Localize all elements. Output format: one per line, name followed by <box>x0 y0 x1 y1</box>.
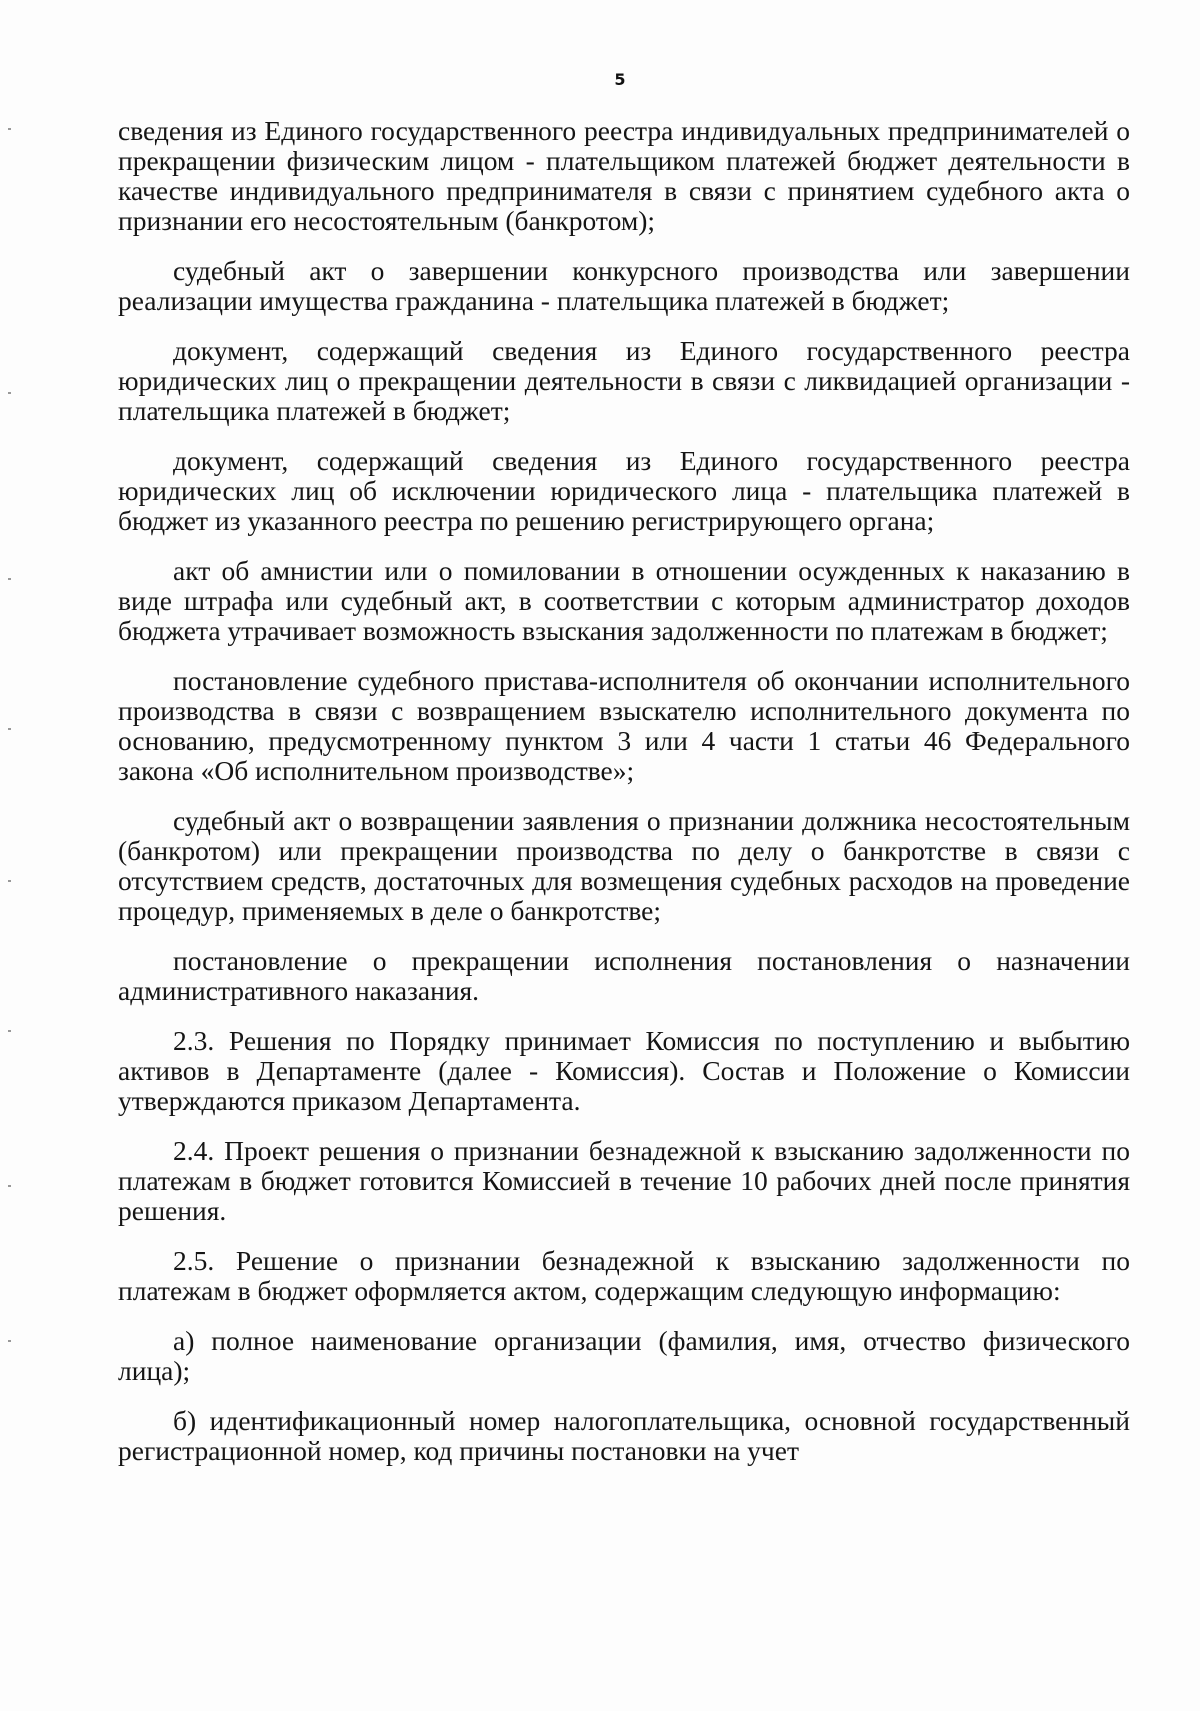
paragraph: документ, содержащий сведения из Единого государственного реестра юридических лиц о прекращении деятельности в связи с ликвидацией организации - плательщика платежей в бюджет; <box>118 335 1130 426</box>
scan-mark <box>8 1030 11 1032</box>
paragraph: сведения из Единого государственного реестра индивидуальных предпринимателей о прекращении физическим лицом - плательщиком платежей бюджет деятельности в качестве индивидуального предпринимателя в связи с принятием судебного акта о признании его несостоятельным (банкротом); <box>118 115 1130 236</box>
scan-mark <box>8 392 11 394</box>
scan-mark <box>8 1340 11 1342</box>
paragraph: 2.4. Проект решения о признании безнадежной к взысканию задолженности по платежам в бюджет готовится Комиссией в течение 10 рабочих дней после принятия решения. <box>118 1135 1130 1226</box>
scan-mark <box>8 880 11 882</box>
paragraph: судебный акт о возвращении заявления о признании должника несостоятельным (банкротом) или прекращении производства по делу о банкротстве в связи с отсутствием средств, достаточных для возмещения судебных расходов на проведение процедур, применяемых в деле о банкротстве; <box>118 805 1130 926</box>
scan-mark <box>8 728 11 730</box>
paragraph: б) идентификационный номер налогоплательщика, основной государственный регистрационной номер, код причины постановки на учет <box>118 1405 1130 1466</box>
paragraph: документ, содержащий сведения из Единого государственного реестра юридических лиц об исключении юридического лица - плательщика платежей в бюджет из указанного реестра по решению регистрирующего органа; <box>118 445 1130 536</box>
paragraph: постановление о прекращении исполнения постановления о назначении административного наказания. <box>118 945 1130 1006</box>
paragraph: постановление судебного пристава-исполнителя об окончании исполнительного производства в связи с возвращением взыскателю исполнительного документа по основанию, предусмотренному пунктом 3 или 4 части 1 статьи 46 Федерального закона «Об исполнительном производстве»; <box>118 665 1130 786</box>
scan-mark <box>8 1185 11 1187</box>
scan-mark <box>8 578 11 580</box>
scan-mark <box>8 128 11 130</box>
paragraph: а) полное наименование организации (фамилия, имя, отчество физического лица); <box>118 1325 1130 1386</box>
page-number: 5 <box>614 70 626 89</box>
paragraph: 2.3. Решения по Порядку принимает Комиссия по поступлению и выбытию активов в Департаменте (далее - Комиссия). Состав и Положение о Комиссии утверждаются приказом Департамента. <box>118 1025 1130 1116</box>
paragraph: 2.5. Решение о признании безнадежной к взысканию задолженности по платежам в бюджет оформляется актом, содержащим следующую информацию: <box>118 1245 1130 1306</box>
paragraph: судебный акт о завершении конкурсного производства или завершении реализации имущества гражданина - плательщика платежей в бюджет; <box>118 255 1130 316</box>
paragraph: акт об амнистии или о помиловании в отношении осужденных к наказанию в виде штрафа или судебный акт, в соответствии с которым администратор доходов бюджета утрачивает возможность взыскания задолженности по платежам в бюджет; <box>118 555 1130 646</box>
document-body <box>118 116 1130 1486</box>
